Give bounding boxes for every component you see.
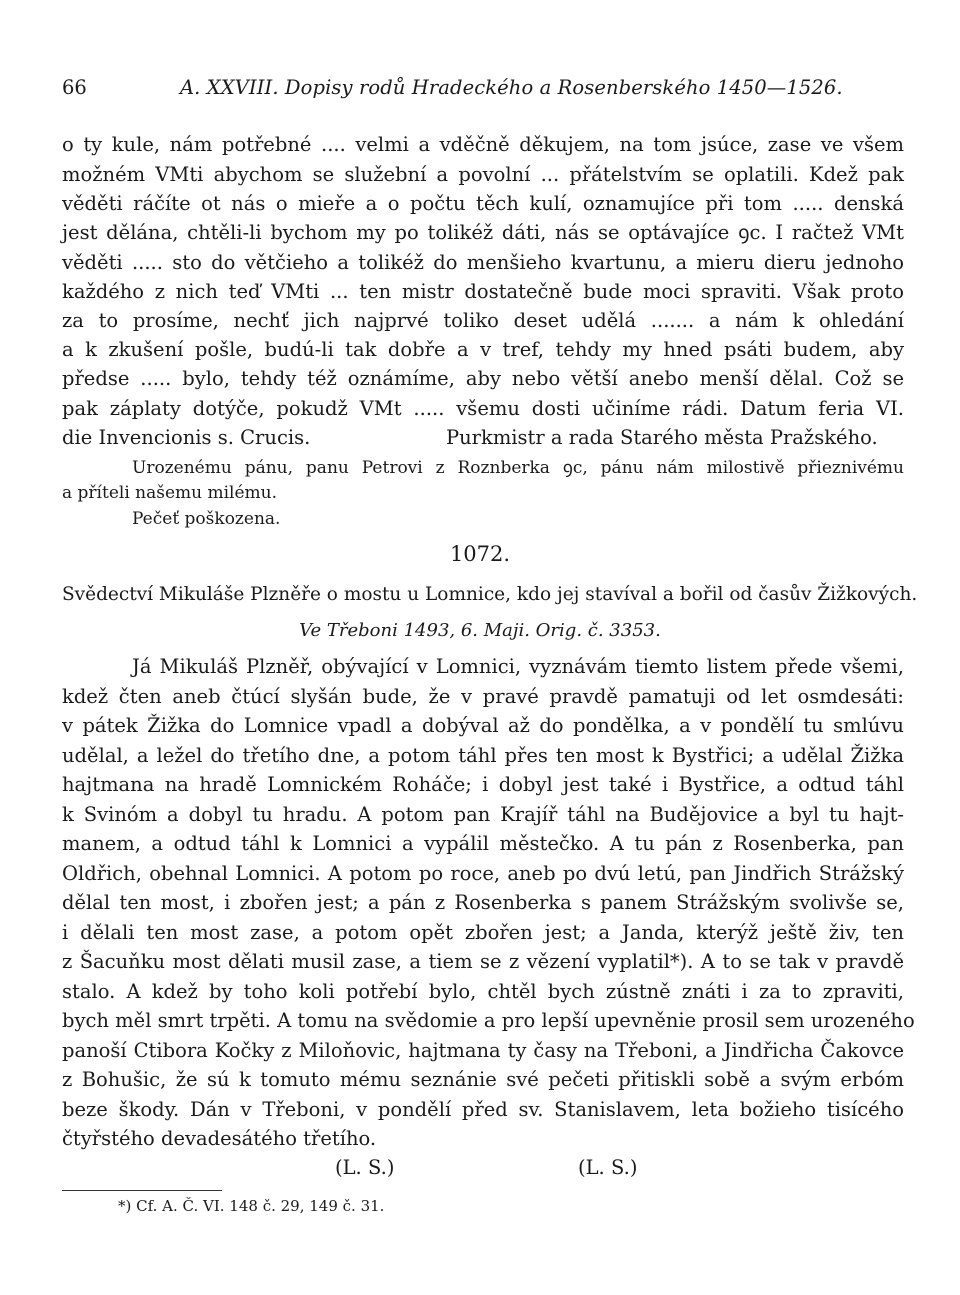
page-header [62,76,900,104]
letter-line: věděti ráčíte ot nás o mieře a o počtu těch kulí, oznamujíce při tom ..... denská [62,192,904,215]
address-line: a příteli našemu milému. [62,483,278,503]
body-line: udělal, a ležel do třetího dne, a potom táhl přes ten most k Bystřici; a udělal Žižka [62,744,904,767]
body-line: v pátek Žižka do Lomnice vpadl a dobýval až do pondělka, a v pondělí tu smlúvu [62,714,904,737]
letter-line: věděti ..... sto do větčieho a tolikéž do menšieho kvartunu, a mieru dieru jednoho [62,251,904,274]
body-line: manem, a odtud táhl k Lomnici a vypálil městečko. A tu pán z Rosenberka, pan [62,832,904,855]
letter-line: každého z nich teď VMti ... ten mistr dostatečně bude moci spraviti. Však proto [62,280,904,303]
letter-date-tail: die Invencionis s. Crucis. [62,426,311,449]
letter-line: předse ..... bylo, tehdy též oznámíme, aby nebo větší anebo menší dělal. Což se [62,367,904,390]
letter-line: za to prosíme, nechť jich najprvé toliko deset udělá ....... a nám k ohledání [62,309,904,332]
document-dateline: Ve Třeboni 1493, 6. Maji. Orig. č. 3353. [299,620,661,641]
letter-line: pak záplaty dotýče, pokudž VMt ..... všemu dosti učiníme rádi. Datum feria VI. [62,397,904,420]
footnote-divider [62,1190,222,1191]
body-line: z Šacuňku most dělati musil zase, a tiem se z vězení vyplatil*). A to se tak v pravdě [62,950,904,973]
body-line: k Svinóm a dobyl tu hradu. A potom pan Krajíř táhl na Budějovice a byl tu hajt- [62,803,904,826]
seal-note: Pečeť poškozena. [132,509,281,529]
body-line: bych měl smrt trpěti. A tomu na svědomie a pro lepší upevněnie prosil sem urozeného [62,1009,915,1032]
letter-line: možném VMti abychom se služební a povolní ... přátelstvím se oplatili. Kdež pak [62,163,904,186]
letter-line: a k zkušení pošle, budú-li tak dobře a v tref, tehdy my hned psáti budem, aby [62,338,904,361]
body-line: dělal ten most, i zbořen jest; a pán z Rosenberka s panem Strážským svolivše se, [62,891,904,914]
body-line: hajtmana na hradě Lomnickém Roháče; i dobyl jest také i Bystřice, a odtud táhl [62,773,904,796]
running-title: A. XXVIII. Dopisy rodů Hradeckého a Rosenberského 1450—1526. [180,76,843,99]
body-line: i dělali ten most zase, a potom opět zbořen jest; a Janda, kterýž ještě živ, ten [62,921,904,944]
footnote: *) Cf. A. Č. VI. 148 č. 29, 149 č. 31. [118,1197,385,1215]
body-line: Oldřich, obehnal Lomnici. A potom po roce, aneb po dvú letú, pan Jindřich Strážský [62,862,904,885]
body-line: panoší Ctibora Kočky z Miloňovic, hajtmana ty časy na Třeboni, a Jindřicha Čakovce [62,1039,904,1062]
body-line: z Bohušic, že sú k tomuto mému seznánie své pečeti přitiskli sobě a svým erbóm [62,1068,904,1091]
address-line: Urozenému pánu, panu Petrovi z Roznberka ꝯc, pánu nám milostivě přieznivému [132,458,904,478]
body-line: kdež čten aneb čtúcí slyšán bude, že v pravé pravdě pamatuji od let osmdesáti: [62,685,904,708]
document-summary: Svědectví Mikuláše Plzněře o mostu u Lomnice, kdo jej stavíval a bořil od časův Žižkových. [62,584,918,605]
seal-mark: (L. S.) [335,1156,395,1179]
letter-sender: Purkmistr a rada Starého města Pražského. [446,426,878,449]
body-line: Já Mikuláš Plzněř, obývající v Lomnici, vyznávám tiemto listem přede všemi, [132,655,904,678]
body-line: beze škody. Dán v Třeboni, v pondělí před sv. Stanislavem, leta božieho tisícého [62,1098,904,1121]
body-line: čtyřstého devadesátého třetího. [62,1127,377,1150]
body-line: stalo. A kdež by toho koli potřebí bylo, chtěl bych zústně znáti i za to zpraviti, [62,980,904,1003]
page-number: 66 [62,76,87,99]
letter-line: jest dělána, chtěli-li bychom my po tolikéž dáti, nás se optávajíce ꝯc. I račtež VMt [62,221,904,244]
letter-line: o ty kule, nám potřebné .... velmi a vděčně děkujem, na tom jsúce, zase ve všem [62,133,904,156]
seal-mark: (L. S.) [578,1156,638,1179]
document-number: 1072. [449,542,511,566]
